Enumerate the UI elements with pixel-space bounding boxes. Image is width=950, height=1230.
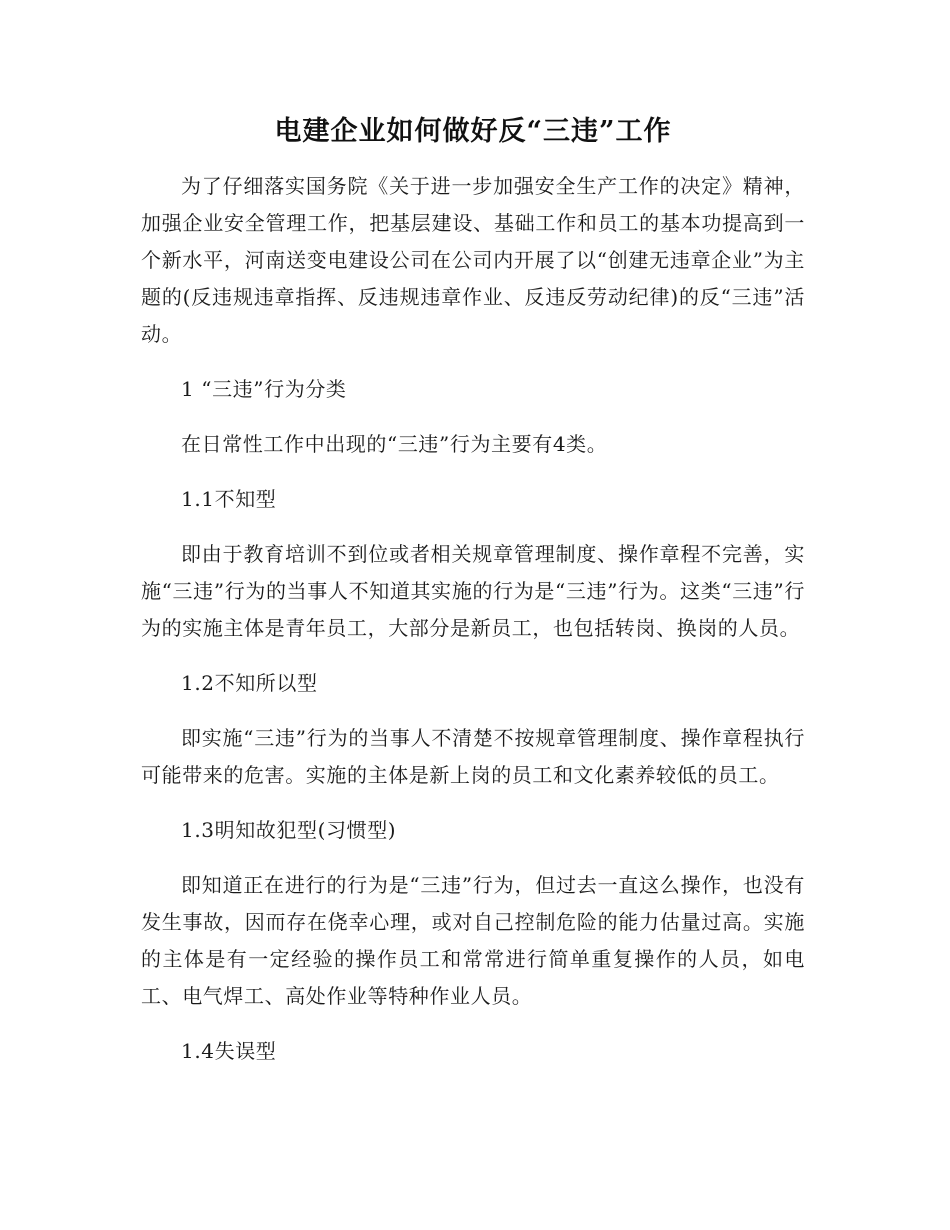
paragraph-section-1: 在日常性工作中出现的“三违”行为主要有4类。 <box>181 432 608 456</box>
section-heading-1: 1 “三违”行为分类 <box>181 377 347 401</box>
subsection-heading-1-1: 1.1不知型 <box>181 487 277 511</box>
paragraph-intro: 为了仔细落实国务院《关于进一步加强安全生产工作的决定》精神，加强企业安全管理工作，把基层建设、基础工作和员工的基本功提高到一个新水平，河南送变电建设公司在公司内开展了以“创建无违章企业”为主题的(反违规违章指挥、反违规违章作业、反违反劳动纪律)的反“三违”活动。 <box>141 174 805 346</box>
subsection-heading-1-4: 1.4失误型 <box>181 1039 277 1063</box>
paragraph-1-1: 即由于教育培训不到位或者相关规章管理制度、操作章程不完善，实施“三违”行为的当事人不知道其实施的行为是“三违”行为。这类“三违”行为的实施主体是青年员工，大部分是新员工，也包括转岗、换岗的人员。 <box>141 542 805 640</box>
paragraph-1-3: 即知道正在进行的行为是“三违”行为，但过去一直这么操作，也没有发生事故，因而存在侥幸心理，或对自己控制危险的能力估量过高。实施的主体是有一定经验的操作员工和常常进行简单重复操作的人员，如电工、电气焊工、高处作业等特种作业人员。 <box>141 873 805 1008</box>
document-title: 电建企业如何做好反“三违”工作 <box>274 116 672 147</box>
subsection-heading-1-2: 1.2不知所以型 <box>181 671 318 695</box>
paragraph-1-2: 即实施“三违”行为的当事人不清楚不按规章管理制度、操作章程执行可能带来的危害。实施的主体是新上岗的员工和文化素养较低的员工。 <box>141 726 805 787</box>
subsection-heading-1-3: 1.3明知故犯型(习惯型) <box>181 818 397 842</box>
